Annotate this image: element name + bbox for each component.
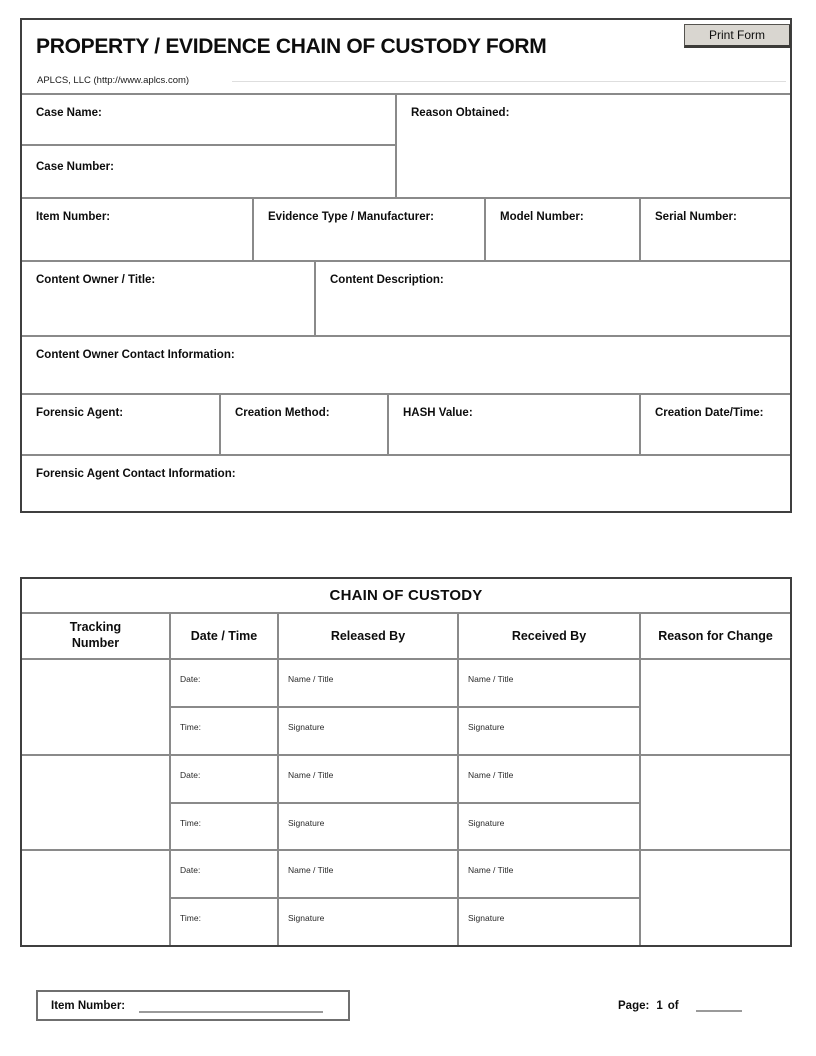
form-subtitle: APLCS, LLC (http://www.aplcs.com) (37, 75, 190, 86)
item-number-field[interactable] (22, 199, 252, 260)
creation-method-label: Creation Method: (235, 407, 330, 419)
custody-table-title: CHAIN OF CUSTODY (329, 587, 483, 604)
case-name-field[interactable] (22, 95, 395, 144)
print-form-button[interactable]: Print Form (684, 24, 791, 48)
released-signature-cell[interactable] (279, 897, 457, 945)
date-time-column (169, 756, 277, 850)
content-owner-field[interactable] (22, 262, 314, 335)
received-name-title-cell[interactable] (459, 756, 639, 802)
forensic-section (22, 393, 790, 454)
page-label: Page: (618, 1000, 650, 1012)
chain-of-custody-table (20, 577, 792, 947)
form-title: PROPERTY / EVIDENCE CHAIN OF CUSTODY FORM (36, 35, 547, 58)
date-label: Date: (180, 769, 201, 780)
column-header-tracking-number (22, 614, 169, 658)
owner-contact-section (22, 335, 790, 393)
signature-label: Signature (288, 817, 325, 828)
column-header-reason-for-change: Reason for Change (639, 614, 790, 658)
footer-page-indicator (618, 996, 742, 1012)
serial-number-field[interactable] (639, 199, 790, 260)
owner-contact-label: Content Owner Contact Information: (36, 349, 235, 361)
released-name-title-cell[interactable] (279, 660, 457, 706)
reason-for-change-cell[interactable] (639, 660, 790, 754)
received-by-column (457, 851, 639, 945)
received-by-column (457, 660, 639, 754)
time-label: Time: (180, 721, 201, 732)
signature-label: Signature (468, 721, 505, 732)
time-label: Time: (180, 817, 201, 828)
name-title-label: Name / Title (288, 674, 334, 684)
date-time-column (169, 660, 277, 754)
name-title-label: Name / Title (468, 865, 514, 876)
custody-row-group (22, 658, 790, 754)
evidence-type-field[interactable] (252, 199, 484, 260)
date-time-column (169, 851, 277, 945)
name-title-label: Name / Title (468, 769, 514, 780)
column-header-released-by: Released By (277, 614, 457, 658)
forensic-contact-section (22, 454, 790, 511)
item-number-blank-field[interactable] (139, 998, 323, 1013)
column-header-date-time: Date / Time (169, 614, 277, 658)
time-label: Time: (180, 913, 201, 924)
custody-row-group (22, 849, 790, 945)
page-count-blank-field[interactable] (696, 996, 742, 1012)
released-name-title-cell[interactable] (279, 851, 457, 897)
form-header (22, 20, 790, 93)
custody-row-group (22, 754, 790, 850)
owner-contact-field[interactable] (22, 337, 790, 393)
received-by-column (457, 756, 639, 850)
signature-label: Signature (468, 913, 505, 924)
forensic-agent-label: Forensic Agent: (36, 407, 124, 419)
case-number-field[interactable] (22, 144, 395, 197)
received-name-title-cell[interactable] (459, 851, 639, 897)
content-owner-section (22, 260, 790, 335)
time-cell[interactable] (171, 706, 277, 754)
case-left-column (22, 95, 397, 197)
received-name-title-cell[interactable] (459, 660, 639, 706)
tracking-number-header-text: Tracking Number (69, 620, 122, 650)
case-section (22, 93, 790, 197)
received-signature-cell[interactable] (459, 802, 639, 850)
released-signature-cell[interactable] (279, 802, 457, 850)
forensic-contact-field[interactable] (22, 456, 790, 511)
footer-item-number-box (36, 990, 350, 1021)
received-signature-cell[interactable] (459, 897, 639, 945)
page-number: 1 (656, 1000, 663, 1012)
case-number-label: Case Number: (36, 161, 114, 173)
content-description-field[interactable] (314, 262, 790, 335)
reason-obtained-field[interactable] (397, 95, 790, 197)
reason-for-change-cell[interactable] (639, 851, 790, 945)
reason-obtained-label: Reason Obtained: (411, 107, 510, 119)
hash-value-field[interactable] (387, 395, 639, 454)
name-title-label: Name / Title (288, 865, 334, 876)
case-name-label: Case Name: (36, 107, 102, 119)
creation-datetime-label: Creation Date/Time: (655, 407, 764, 419)
tracking-number-cell[interactable] (22, 756, 169, 850)
hash-value-label: HASH Value: (403, 407, 473, 419)
released-by-column (277, 756, 457, 850)
received-signature-cell[interactable] (459, 706, 639, 754)
reason-for-change-cell[interactable] (639, 756, 790, 850)
time-cell[interactable] (171, 802, 277, 850)
content-owner-label: Content Owner / Title: (36, 274, 156, 286)
released-signature-cell[interactable] (279, 706, 457, 754)
name-title-label: Name / Title (468, 674, 514, 684)
name-title-label: Name / Title (288, 769, 334, 780)
column-header-received-by: Received By (457, 614, 639, 658)
creation-datetime-field[interactable] (639, 395, 790, 454)
signature-label: Signature (468, 817, 505, 828)
date-cell[interactable] (171, 660, 277, 706)
custody-table-header-row (22, 612, 790, 658)
date-label: Date: (180, 865, 201, 876)
subtitle-rule (232, 81, 786, 82)
signature-label: Signature (288, 913, 325, 924)
evidence-type-label: Evidence Type / Manufacturer: (268, 211, 434, 223)
model-number-label: Model Number: (500, 211, 584, 223)
item-section (22, 197, 790, 260)
date-cell[interactable] (171, 851, 277, 897)
signature-label: Signature (288, 721, 325, 732)
serial-number-label: Serial Number: (655, 211, 737, 223)
evidence-form-box (20, 18, 792, 513)
tracking-number-cell[interactable] (22, 851, 169, 945)
model-number-field[interactable] (484, 199, 639, 260)
page-of-label: of (667, 1000, 679, 1012)
released-by-column (277, 660, 457, 754)
footer-item-number-label: Item Number: (51, 999, 126, 1012)
forensic-contact-label: Forensic Agent Contact Information: (36, 468, 236, 480)
content-description-label: Content Description: (330, 274, 444, 286)
date-label: Date: (180, 674, 201, 684)
forensic-agent-field[interactable] (22, 395, 219, 454)
time-cell[interactable] (171, 897, 277, 945)
released-by-column (277, 851, 457, 945)
item-number-label: Item Number: (36, 211, 111, 223)
released-name-title-cell[interactable] (279, 756, 457, 802)
date-cell[interactable] (171, 756, 277, 802)
tracking-number-cell[interactable] (22, 660, 169, 754)
creation-method-field[interactable] (219, 395, 387, 454)
